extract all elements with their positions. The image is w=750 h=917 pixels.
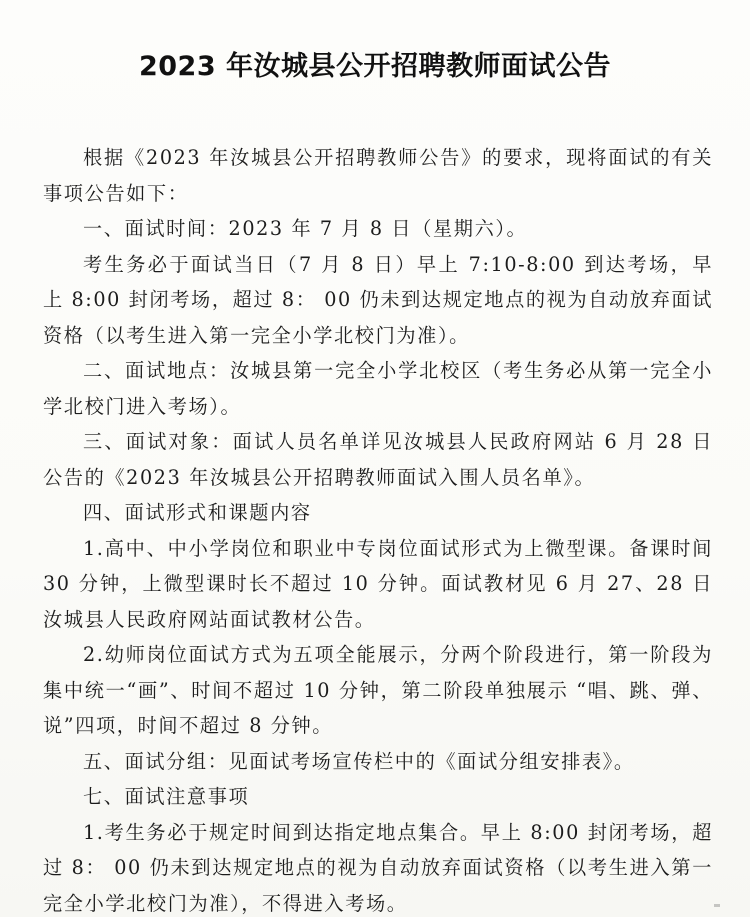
paragraph-notes-item-1: 1.考生务必于规定时间到达指定地点集合。早上 8:00 封闭考场，超过 8： 00 仍未到达规定地点的视为自动放弃面试资格（以考生进入第一完全小学北校门为准），不得进入考场。 xyxy=(43,820,713,915)
document-title: 2023 年汝城县公开招聘教师面试公告 xyxy=(138,51,612,82)
paragraph-interview-location: 二、面试地点：汝城县第一完全小学北校区（考生务必从第一完全小学北校门进入考场）。 xyxy=(43,359,713,418)
paragraph-interview-candidates: 三、面试对象：面试人员名单详见汝城县人民政府网站 6 月 28 日公告的《2023 年汝城县公开招聘教师面试入围人员名单》。 xyxy=(43,430,713,489)
paragraph-format-item-1: 1.高中、中小学岗位和职业中专岗位面试形式为上微型课。备课时间 30 分钟，上微型课时长不超过 10 分钟。面试教材见 6 月 27、28 日汝城县人民政府网站面试教材公告。 xyxy=(43,536,713,631)
scan-mark xyxy=(714,904,720,907)
paragraph-interview-format-heading: 四、面试形式和课题内容 xyxy=(83,501,312,524)
paragraph-format-item-2: 2.幼师岗位面试方式为五项全能展示，分两个阶段进行，第一阶段为集中统一“画”、时间不超过 10 分钟，第二阶段单独展示 “唱、跳、弹、说”四项，时间不超过 8 分钟。 xyxy=(43,643,713,737)
paragraph-notes-heading: 七、面试注意事项 xyxy=(83,785,250,808)
paragraph-intro: 根据《2023 年汝城县公开招聘教师公告》的要求，现将面试的有关事项公告如下： xyxy=(43,146,713,205)
paragraph-arrival-requirement: 考生务必于面试当日（7 月 8 日）早上 7:10-8:00 到达考场，早上 8:00 封闭考场，超过 8： 00 仍未到达规定地点的视为自动放弃面试资格（以考生进入第一完全小学北校门为准）。 xyxy=(43,252,713,347)
paragraph-interview-time: 一、面试时间：2023 年 7 月 8 日（星期六）。 xyxy=(83,217,528,240)
paragraph-interview-grouping: 五、面试分组：见面试考场宣传栏中的《面试分组安排表》。 xyxy=(83,749,635,773)
document-body xyxy=(43,140,713,917)
